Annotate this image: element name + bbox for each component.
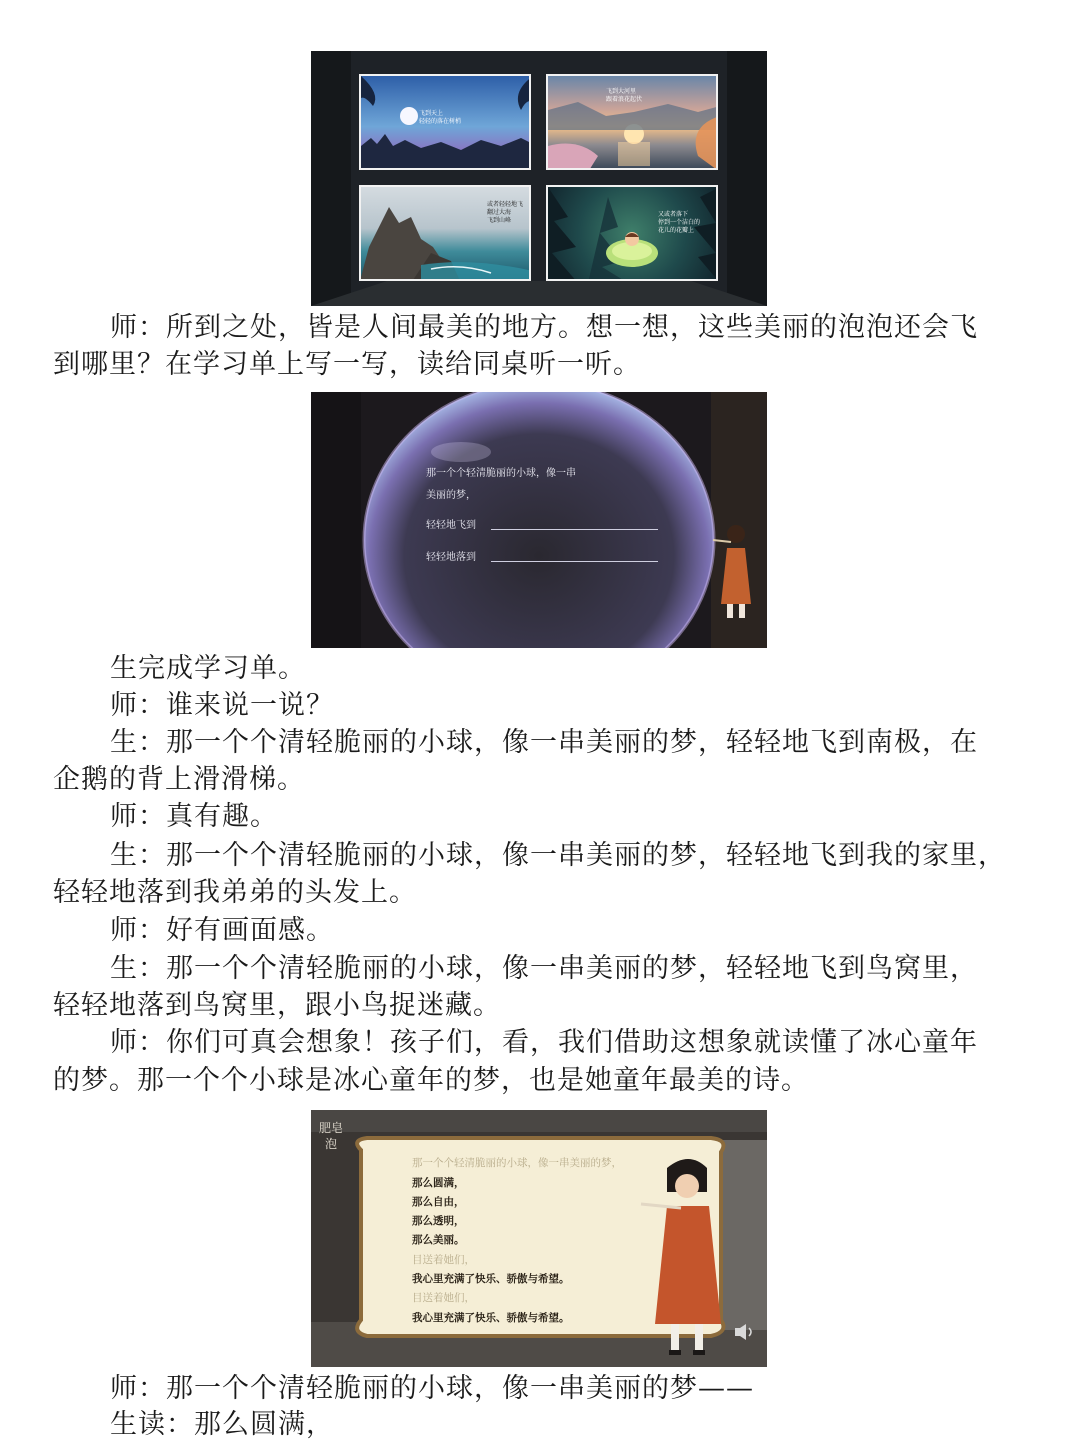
poem-line: 目送着她们，	[412, 1292, 475, 1304]
thumbnail-forest-leaf	[546, 185, 718, 281]
poem-line: 我心里充满了快乐、骄傲与希望。	[412, 1312, 570, 1324]
paragraph-line: 师：那一个个清轻脆丽的小球，像一串美丽的梦——	[110, 1373, 754, 1404]
slide-thumbnails	[311, 51, 767, 306]
thumbnail-caption: 又或者落下 停到一个洁白的 花儿的花瓣上	[658, 211, 701, 234]
fill-in-blank	[491, 529, 658, 530]
poem-line: 目送着她们，	[412, 1254, 475, 1266]
poem-line: 那一个个轻清脆丽的小球，像一串美丽的梦，	[412, 1157, 622, 1169]
dialogue-line: 轻轻地落到鸟窝里，跟小鸟捉迷藏。	[53, 990, 501, 1021]
dialogue-line: 生：那一个个清轻脆丽的小球，像一串美丽的梦，轻轻地飞到鸟窝里，	[110, 953, 978, 984]
dialogue-line: 生完成学习单。	[110, 653, 306, 684]
poem-line: 我心里充满了快乐、骄傲与希望。	[412, 1273, 570, 1285]
thumbnail-caption: 飞到大河里 跟着浪花起伏	[606, 88, 643, 103]
slide-bubble-worksheet	[311, 392, 767, 648]
thumbnail-caption: 飞到天上 轻轻的落在树梢	[419, 110, 462, 125]
thumbnail-caption: 或者轻轻地飞 翻过大海 飞到山峰	[487, 201, 524, 224]
slide-poem	[311, 1110, 767, 1367]
thumbnail-sea-cliffs	[359, 185, 531, 281]
dialogue-line: 企鹅的背上滑滑梯。	[53, 764, 305, 795]
dialogue-line: 的梦。那一个个小球是冰心童年的梦，也是她童年最美的诗。	[53, 1065, 809, 1096]
fill-in-blank	[491, 561, 658, 562]
poem-line: 那么美丽。	[412, 1234, 465, 1246]
worksheet-land-label: 轻轻地落到	[426, 552, 476, 563]
paragraph-line: 师：所到之处，皆是人间最美的地方。想一想，这些美丽的泡泡还会飞	[110, 312, 978, 343]
paragraph-line: 到哪里？在学习单上写一写，读给同桌听一听。	[53, 349, 641, 380]
poem-background	[311, 1110, 767, 1367]
paragraph-line: 生读：那么圆满，	[110, 1409, 334, 1440]
thumbnail-night-moon	[359, 74, 531, 170]
title-badge: 肥皂泡	[319, 1121, 344, 1151]
worksheet-line: 美丽的梦，	[426, 490, 476, 501]
poem-line: 那么自由，	[412, 1196, 465, 1208]
worksheet-fly-label: 轻轻地飞到	[426, 520, 476, 531]
dialogue-line: 师：真有趣。	[110, 801, 278, 832]
bubble-illustration	[311, 392, 767, 648]
dialogue-line: 生：那一个个清轻脆丽的小球，像一串美丽的梦，轻轻地飞到我的家里，	[110, 840, 1006, 871]
thumbnail-sunset-river	[546, 74, 718, 170]
dialogue-line: 师：谁来说一说？	[110, 690, 334, 721]
dialogue-line: 生：那一个个清轻脆丽的小球，像一串美丽的梦，轻轻地飞到南极，在	[110, 727, 978, 758]
dialogue-line: 轻轻地落到我弟弟的头发上。	[53, 877, 417, 908]
worksheet-line: 那一个个轻清脆丽的小球，像一串	[426, 468, 576, 479]
poem-line: 那么圆满，	[412, 1177, 465, 1189]
poem-line: 那么透明，	[412, 1215, 465, 1227]
dialogue-line: 师：好有画面感。	[110, 915, 334, 946]
dialogue-line: 师：你们可真会想象！孩子们，看，我们借助这想象就读懂了冰心童年	[110, 1027, 978, 1058]
